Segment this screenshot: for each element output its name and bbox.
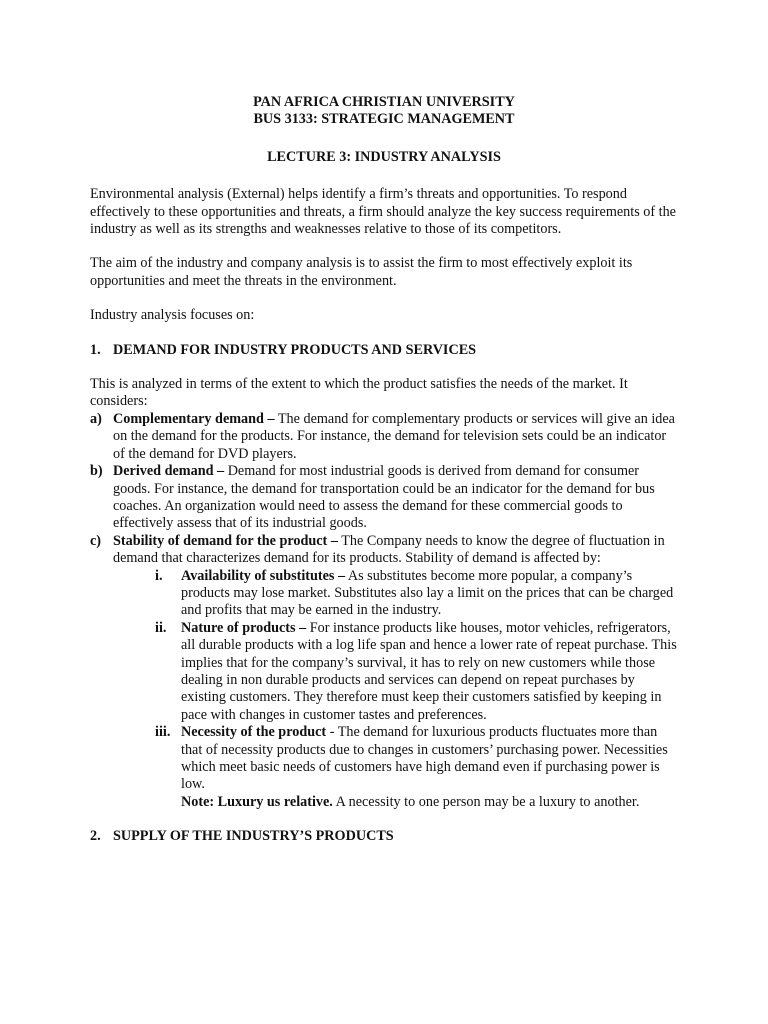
section-2-number: 2.: [90, 828, 101, 845]
sub-list-marker: i.: [155, 567, 163, 584]
section-1-title: DEMAND FOR INDUSTRY PRODUCTS AND SERVICES: [113, 341, 477, 358]
note-text: A necessity to one person may be a luxury to another.: [332, 793, 640, 810]
section-2-title: SUPPLY OF THE INDUSTRY’S PRODUCTS: [113, 828, 394, 845]
intro-paragraph-3: Industry analysis focuses on:: [90, 307, 255, 324]
list-item-body: [113, 533, 678, 568]
list-item-term: Stability of demand for the product –: [113, 532, 338, 549]
list-item-text: Demand for most industrial goods is derived from demand for consumer goods. For instance, the demand for transportation could be an indicator for the demand for bus coaches. An organization would need to assess the demand for these commercial goods to effectively assess that of its industrial goods.: [113, 463, 655, 532]
course-title: BUS 3133: STRATEGIC MANAGEMENT: [253, 111, 515, 128]
intro-paragraph-1: Environmental analysis (External) helps identify a firm’s threats and opportunities. To respond effectively to these opportunities and threats, a firm should analyze the key success requirements of the industry as well as its strengths and weaknesses relative to those of its competitors.: [90, 186, 676, 238]
list-marker: c): [90, 532, 102, 549]
list-marker: a): [90, 410, 102, 427]
section-2-heading: [90, 828, 678, 845]
section-1-lead: This is analyzed in terms of the extent to which the product satisfies the needs of the market. It considers:: [90, 376, 628, 410]
sub-list-marker: ii.: [155, 619, 167, 636]
section-1-number: 1.: [90, 341, 101, 358]
list-item: [90, 411, 678, 463]
section-1-heading: [90, 342, 678, 359]
sub-list-item-term: Nature of products –: [181, 619, 307, 636]
list-item-term: Complementary demand –: [113, 410, 275, 427]
list-item-body: [113, 411, 678, 463]
list-item-body: [113, 463, 678, 533]
lecture-title: LECTURE 3: INDUSTRY ANALYSIS: [267, 148, 501, 165]
intro-paragraph-2: The aim of the industry and company analysis is to assist the firm to most effectively exploit its opportunities and meet the threats in the environment.: [90, 255, 633, 289]
sub-list-item-term: Necessity of the product: [181, 724, 327, 741]
list-item-text: The demand for complementary products or services will give an idea on the demand for the products. For instance, the demand for television sets could be an indicator of the demand for DVD players.: [113, 410, 675, 462]
sub-list-item-text: For instance products like houses, motor vehicles, refrigerators, all durable products with a log life span and hence a lower rate of repeat purchase. This implies that for the company’s survival, it has to rely on new customers while those dealing in non durable products and services can depend on repeat purchases by existing customers. They therefore must keep their customers satisfied by keeping in pace with changes in customer tastes and preferences.: [181, 619, 677, 723]
list-item: [90, 463, 678, 533]
sub-list-item-text: - The demand for luxurious products fluctuates more than that of necessity products due to changes in customers’ purchasing power. Necessities which meet basic needs of customers have high demand even if purchasing power is low.: [181, 724, 668, 793]
university-title: PAN AFRICA CHRISTIAN UNIVERSITY: [253, 94, 515, 110]
sub-list-item: [90, 620, 678, 724]
list-item-term: Derived demand –: [113, 463, 225, 480]
sub-list-item-term: Availability of substitutes –: [181, 567, 346, 584]
sub-list-item-body: [181, 724, 678, 811]
sub-list-item: [90, 724, 678, 811]
list-marker: b): [90, 463, 103, 480]
list-item-text: The Company needs to know the degree of fluctuation in demand that characterizes demand for its products. Stability of demand is affected by:: [113, 532, 665, 567]
sub-list-item-text: As substitutes become more popular, a company’s products may lose market. Substitutes also lay a limit on the prices that can be charged and profits that may be earned in the industry.: [181, 567, 674, 619]
list-item: [90, 533, 678, 568]
sub-list-marker: iii.: [155, 724, 171, 741]
sub-list-item-body: [181, 620, 678, 724]
sub-list-item: [90, 568, 678, 620]
note-term: Note: Luxury us relative.: [181, 793, 333, 810]
sub-list-item-body: [181, 568, 678, 620]
